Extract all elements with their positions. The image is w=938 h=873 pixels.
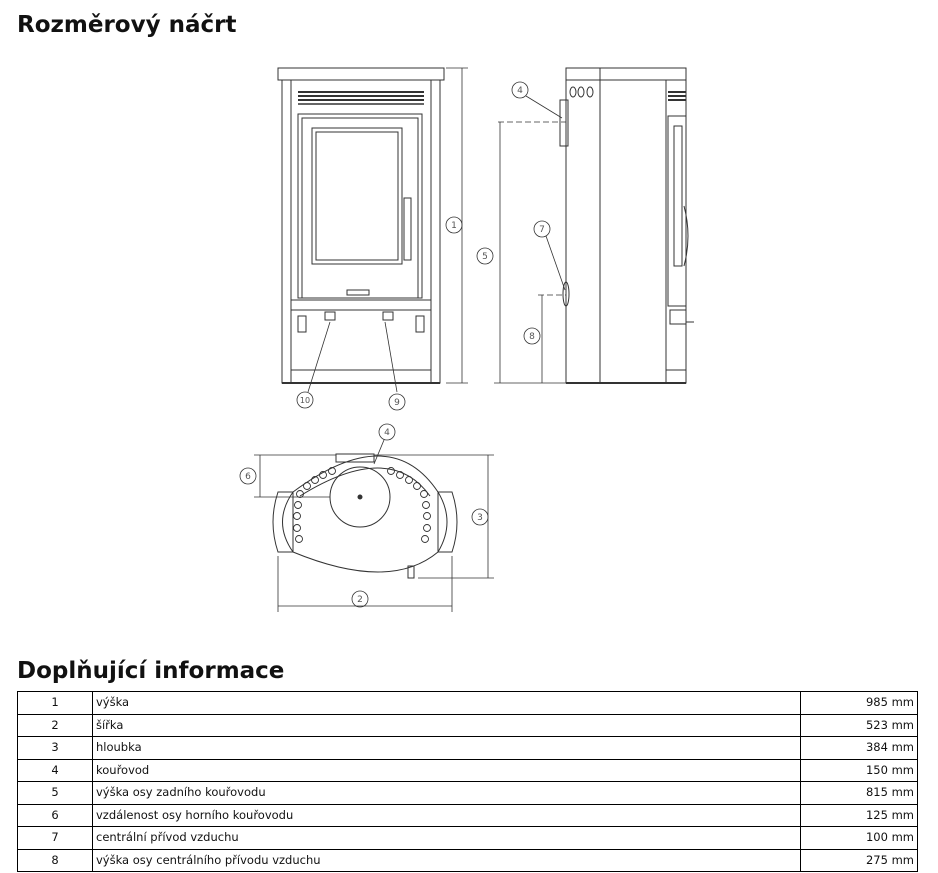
row-label: výška osy zadního kouřovodu [93,782,801,805]
row-value: 815 mm [801,782,918,805]
row-number: 5 [18,782,93,805]
row-value: 523 mm [801,714,918,737]
sketch-title: Rozměrový náčrt [17,12,237,38]
table-row [18,737,918,760]
row-number: 2 [18,714,93,737]
row-number: 8 [18,849,93,872]
table-row [18,759,918,782]
table-row [18,849,918,872]
table-row [18,714,918,737]
table-row [18,827,918,850]
row-number: 7 [18,827,93,850]
info-table [17,691,918,872]
row-value: 384 mm [801,737,918,760]
row-label: centrální přívod vzduchu [93,827,801,850]
row-value: 125 mm [801,804,918,827]
row-number: 3 [18,737,93,760]
row-label: výška osy centrálního přívodu vzduchu [93,849,801,872]
info-title: Doplňující informace [17,658,285,684]
row-value: 985 mm [801,692,918,715]
row-number: 6 [18,804,93,827]
callout-10: 10 [299,396,311,405]
front-view [278,68,468,410]
callout-7: 7 [539,225,545,235]
row-value: 100 mm [801,827,918,850]
callout-3: 3 [477,513,483,523]
row-label: kouřovod [93,759,801,782]
callout-1: 1 [451,221,457,231]
side-view [477,68,694,383]
top-view [240,424,494,612]
callout-8: 8 [529,332,535,342]
row-value: 275 mm [801,849,918,872]
row-label: šířka [93,714,801,737]
row-label: hloubka [93,737,801,760]
table-row [18,782,918,805]
row-label: vzdálenost osy horního kouřovodu [93,804,801,827]
table-row [18,804,918,827]
row-number: 4 [18,759,93,782]
callout-6: 6 [245,472,251,482]
table-row [18,692,918,715]
callout-4-side: 4 [517,86,523,96]
row-number: 1 [18,692,93,715]
callout-5: 5 [482,252,488,262]
callout-4-top: 4 [384,428,390,438]
callout-2: 2 [357,595,363,605]
callout-9: 9 [394,398,400,408]
row-label: výška [93,692,801,715]
row-value: 150 mm [801,759,918,782]
